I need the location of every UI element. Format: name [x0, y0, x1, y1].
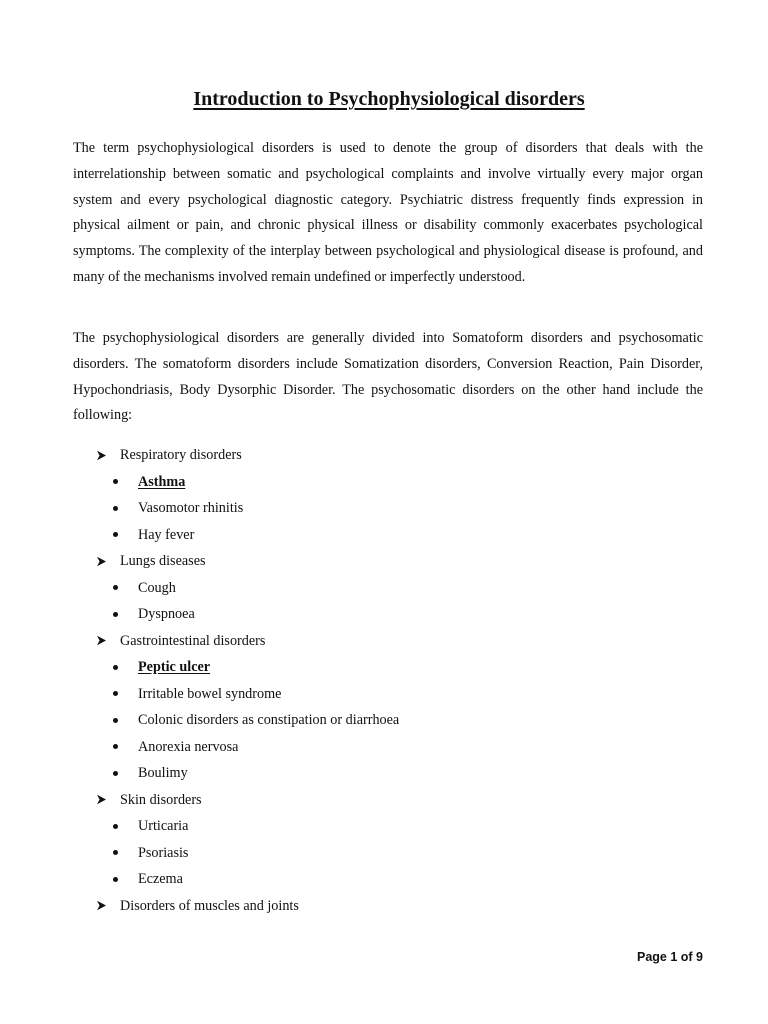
- list-item-category: [0, 893, 768, 920]
- list-item: [0, 522, 768, 549]
- list-item-label: Psoriasis: [138, 844, 189, 861]
- list-item: [0, 601, 768, 628]
- list-item: [0, 469, 768, 496]
- category-label: Respiratory disorders: [120, 447, 242, 463]
- list-item-category: [0, 548, 768, 575]
- dot-bullet-icon: [113, 866, 123, 893]
- list-item: [0, 760, 768, 787]
- disorder-list: [0, 442, 768, 919]
- list-item-label: Urticaria: [138, 818, 189, 834]
- arrowhead-bullet-icon: [96, 787, 110, 814]
- category-label: Disorders of muscles and joints: [120, 897, 299, 914]
- dot-bullet-icon: [113, 707, 123, 734]
- list-item-label: Irritable bowel syndrome: [138, 685, 282, 702]
- page-number: Page 1 of 9: [637, 950, 703, 964]
- dot-bullet-icon: [113, 840, 123, 867]
- list-item-label: Colonic disorders as constipation or diarrhoea: [138, 712, 400, 728]
- list-item: [0, 707, 768, 734]
- list-item-label: Eczema: [138, 871, 183, 887]
- dot-bullet-icon: [113, 654, 123, 681]
- document-title: Introduction to Psychophysiological disorders: [193, 88, 585, 110]
- arrowhead-bullet-icon: [96, 628, 110, 655]
- intro-paragraph: The term psychophysiological disorders is used to denote the group of disorders that deals with the interrelationship between somatic and psychological complaints and involve virtually every major organ system and every psychological diagnostic category. Psychiatric distress frequently finds expression in physical ailment or pain, and chronic physical illness or disability commonly exacerbates psychological symptoms. The complexity of the interplay between psychological and physiological disease is profound, and many of the mechanisms involved remain undefined or imperfectly understood.: [73, 140, 703, 285]
- dot-bullet-icon: [113, 734, 123, 761]
- dot-bullet-icon: [113, 575, 123, 602]
- category-label: Gastrointestinal disorders: [120, 632, 266, 649]
- dot-bullet-icon: [113, 469, 123, 496]
- list-item-category: [0, 787, 768, 814]
- list-item-label: Cough: [138, 579, 176, 596]
- list-item: [0, 866, 768, 893]
- arrowhead-bullet-icon: [96, 548, 110, 575]
- list-item: [0, 840, 768, 867]
- dot-bullet-icon: [113, 813, 123, 840]
- list-item: [0, 575, 768, 602]
- list-item: [0, 813, 768, 840]
- classification-paragraph: The psychophysiological disorders are generally divided into Somatoform disorders and psychosomatic disorders. The somatoform disorders include Somatization disorders, Conversion Reaction, Pain Disorder, Hypochondriasis, Body Dysorphic Disorder. The psychosomatic disorders on the other hand include the following:: [73, 330, 703, 424]
- list-item: [0, 681, 768, 708]
- list-item-label: Peptic ulcer: [138, 659, 211, 675]
- category-label: Skin disorders: [120, 791, 202, 808]
- dot-bullet-icon: [113, 760, 123, 787]
- dot-bullet-icon: [113, 681, 123, 708]
- list-item-label: Dyspnoea: [138, 606, 195, 622]
- list-item-label: Vasomotor rhinitis: [138, 500, 244, 516]
- arrowhead-bullet-icon: [96, 893, 110, 920]
- list-item-label: Asthma: [138, 473, 186, 490]
- list-item: [0, 734, 768, 761]
- list-item-category: [0, 628, 768, 655]
- arrowhead-bullet-icon: [96, 442, 110, 469]
- dot-bullet-icon: [113, 522, 123, 549]
- dot-bullet-icon: [113, 495, 123, 522]
- list-item-label: Anorexia nervosa: [138, 738, 239, 755]
- list-item-label: Hay fever: [138, 526, 195, 543]
- list-item-label: Boulimy: [138, 765, 188, 781]
- list-item-category: [0, 442, 768, 469]
- dot-bullet-icon: [113, 601, 123, 628]
- list-item: [0, 495, 768, 522]
- list-item: [0, 654, 768, 681]
- category-label: Lungs diseases: [120, 553, 206, 569]
